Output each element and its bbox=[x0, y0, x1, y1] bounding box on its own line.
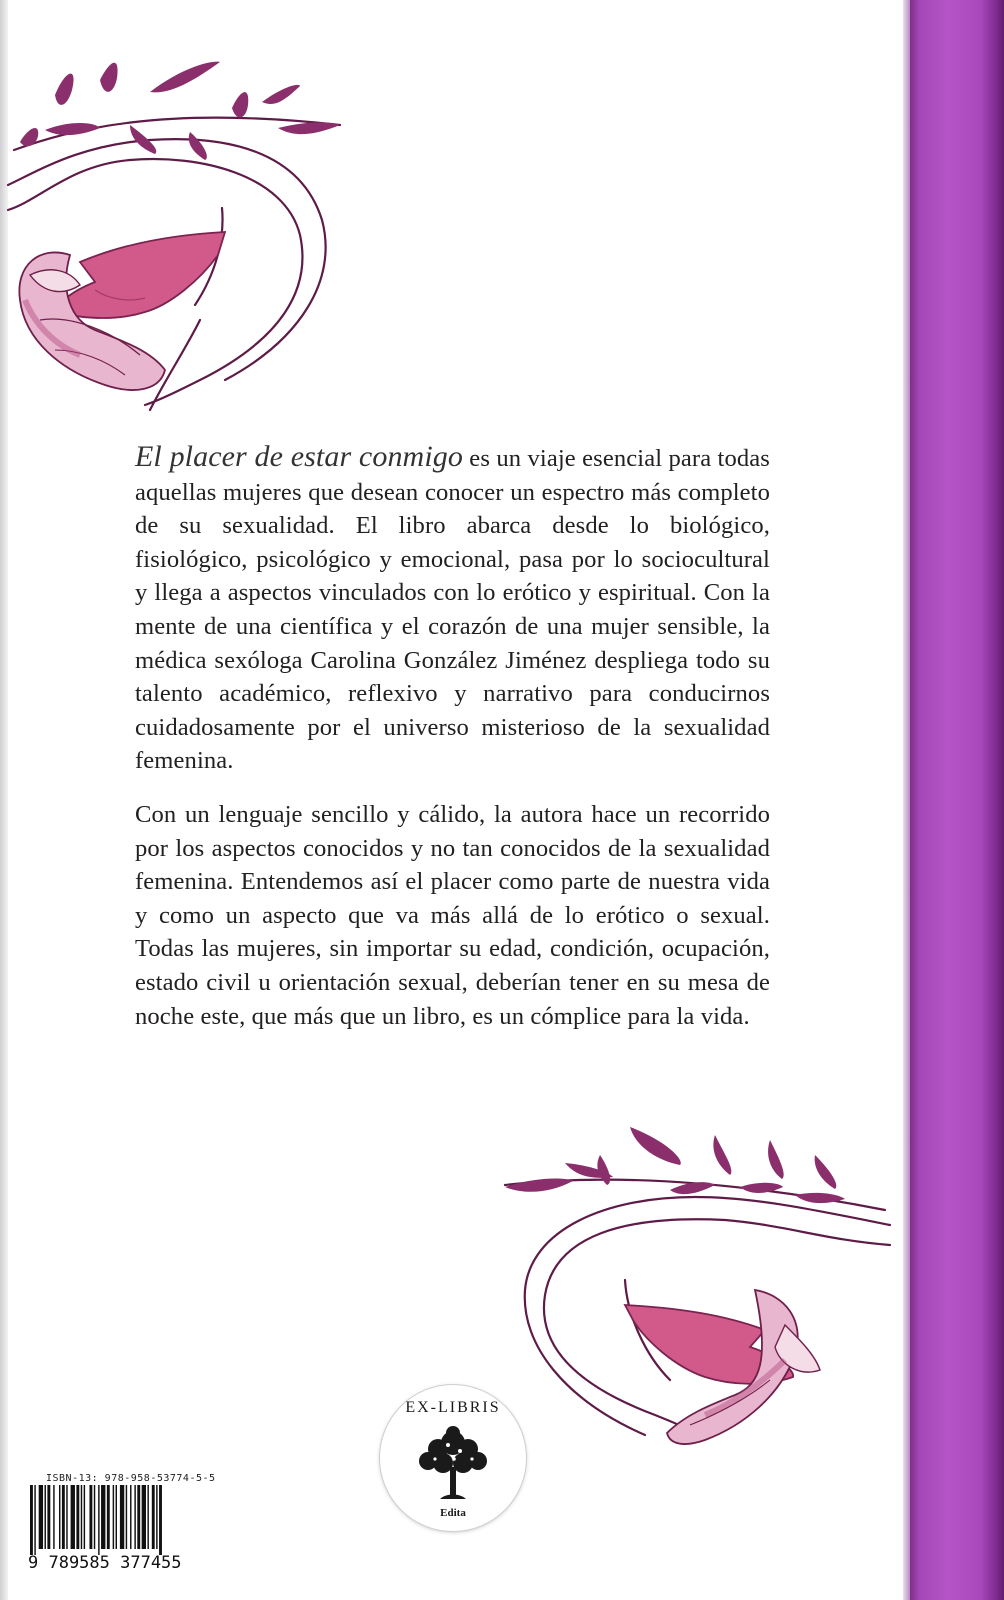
flower-illustration-top bbox=[0, 50, 360, 420]
flower-illustration-bottom bbox=[495, 1115, 895, 1485]
book-title: El placer de estar conmigo bbox=[135, 440, 463, 473]
barcode-icon bbox=[28, 1485, 216, 1555]
publisher-tagline: Edita bbox=[440, 1507, 466, 1519]
barcode-digits: 9 789585 377455 bbox=[28, 1553, 182, 1573]
publisher-name: EX-LIBRIS bbox=[405, 1399, 501, 1416]
blurb-paragraph-1-text: es un viaje esencial para todas aquellas mujeres que desean conocer un espectro más completo de su sexualidad. El libro abarca desde lo biológico, fisiológico, psicológico y emocional, pasa por lo sociocultural y llega a aspectos vinculados con lo erótico y espiritual. Con la mente de una científica y el corazón de una mujer sensible, la médica sexóloga Carolina González Jiménez despliega todo su talento académico, reflexivo y narrativo para conducirnos cuidadosamente por el universo misterioso de la sexualidad femenina. bbox=[135, 445, 770, 775]
book-spine bbox=[910, 0, 1004, 1600]
book-blurb bbox=[135, 440, 770, 1053]
blurb-paragraph-2: Con un lenguaje sencillo y cálido, la autora hace un recorrido por los aspectos conocidos y no tan conocidos de la sexualidad femenina. Entendemos así el placer como parte de nuestra vida y como un aspecto que va más allá de lo erótico o sexual. Todas las mujeres, sin importar su edad, condición, ocupación, estado civil u orientación sexual, deberían tener en su mesa de noche este, que más que un libro, es un cómplice para la vida. bbox=[135, 800, 770, 1030]
tree-icon bbox=[410, 1421, 496, 1505]
isbn-label: ISBN-13: 978-958-53774-5-5 bbox=[46, 1473, 216, 1484]
blurb-paragraph-1 bbox=[135, 440, 770, 778]
publisher-logo bbox=[380, 1385, 526, 1531]
